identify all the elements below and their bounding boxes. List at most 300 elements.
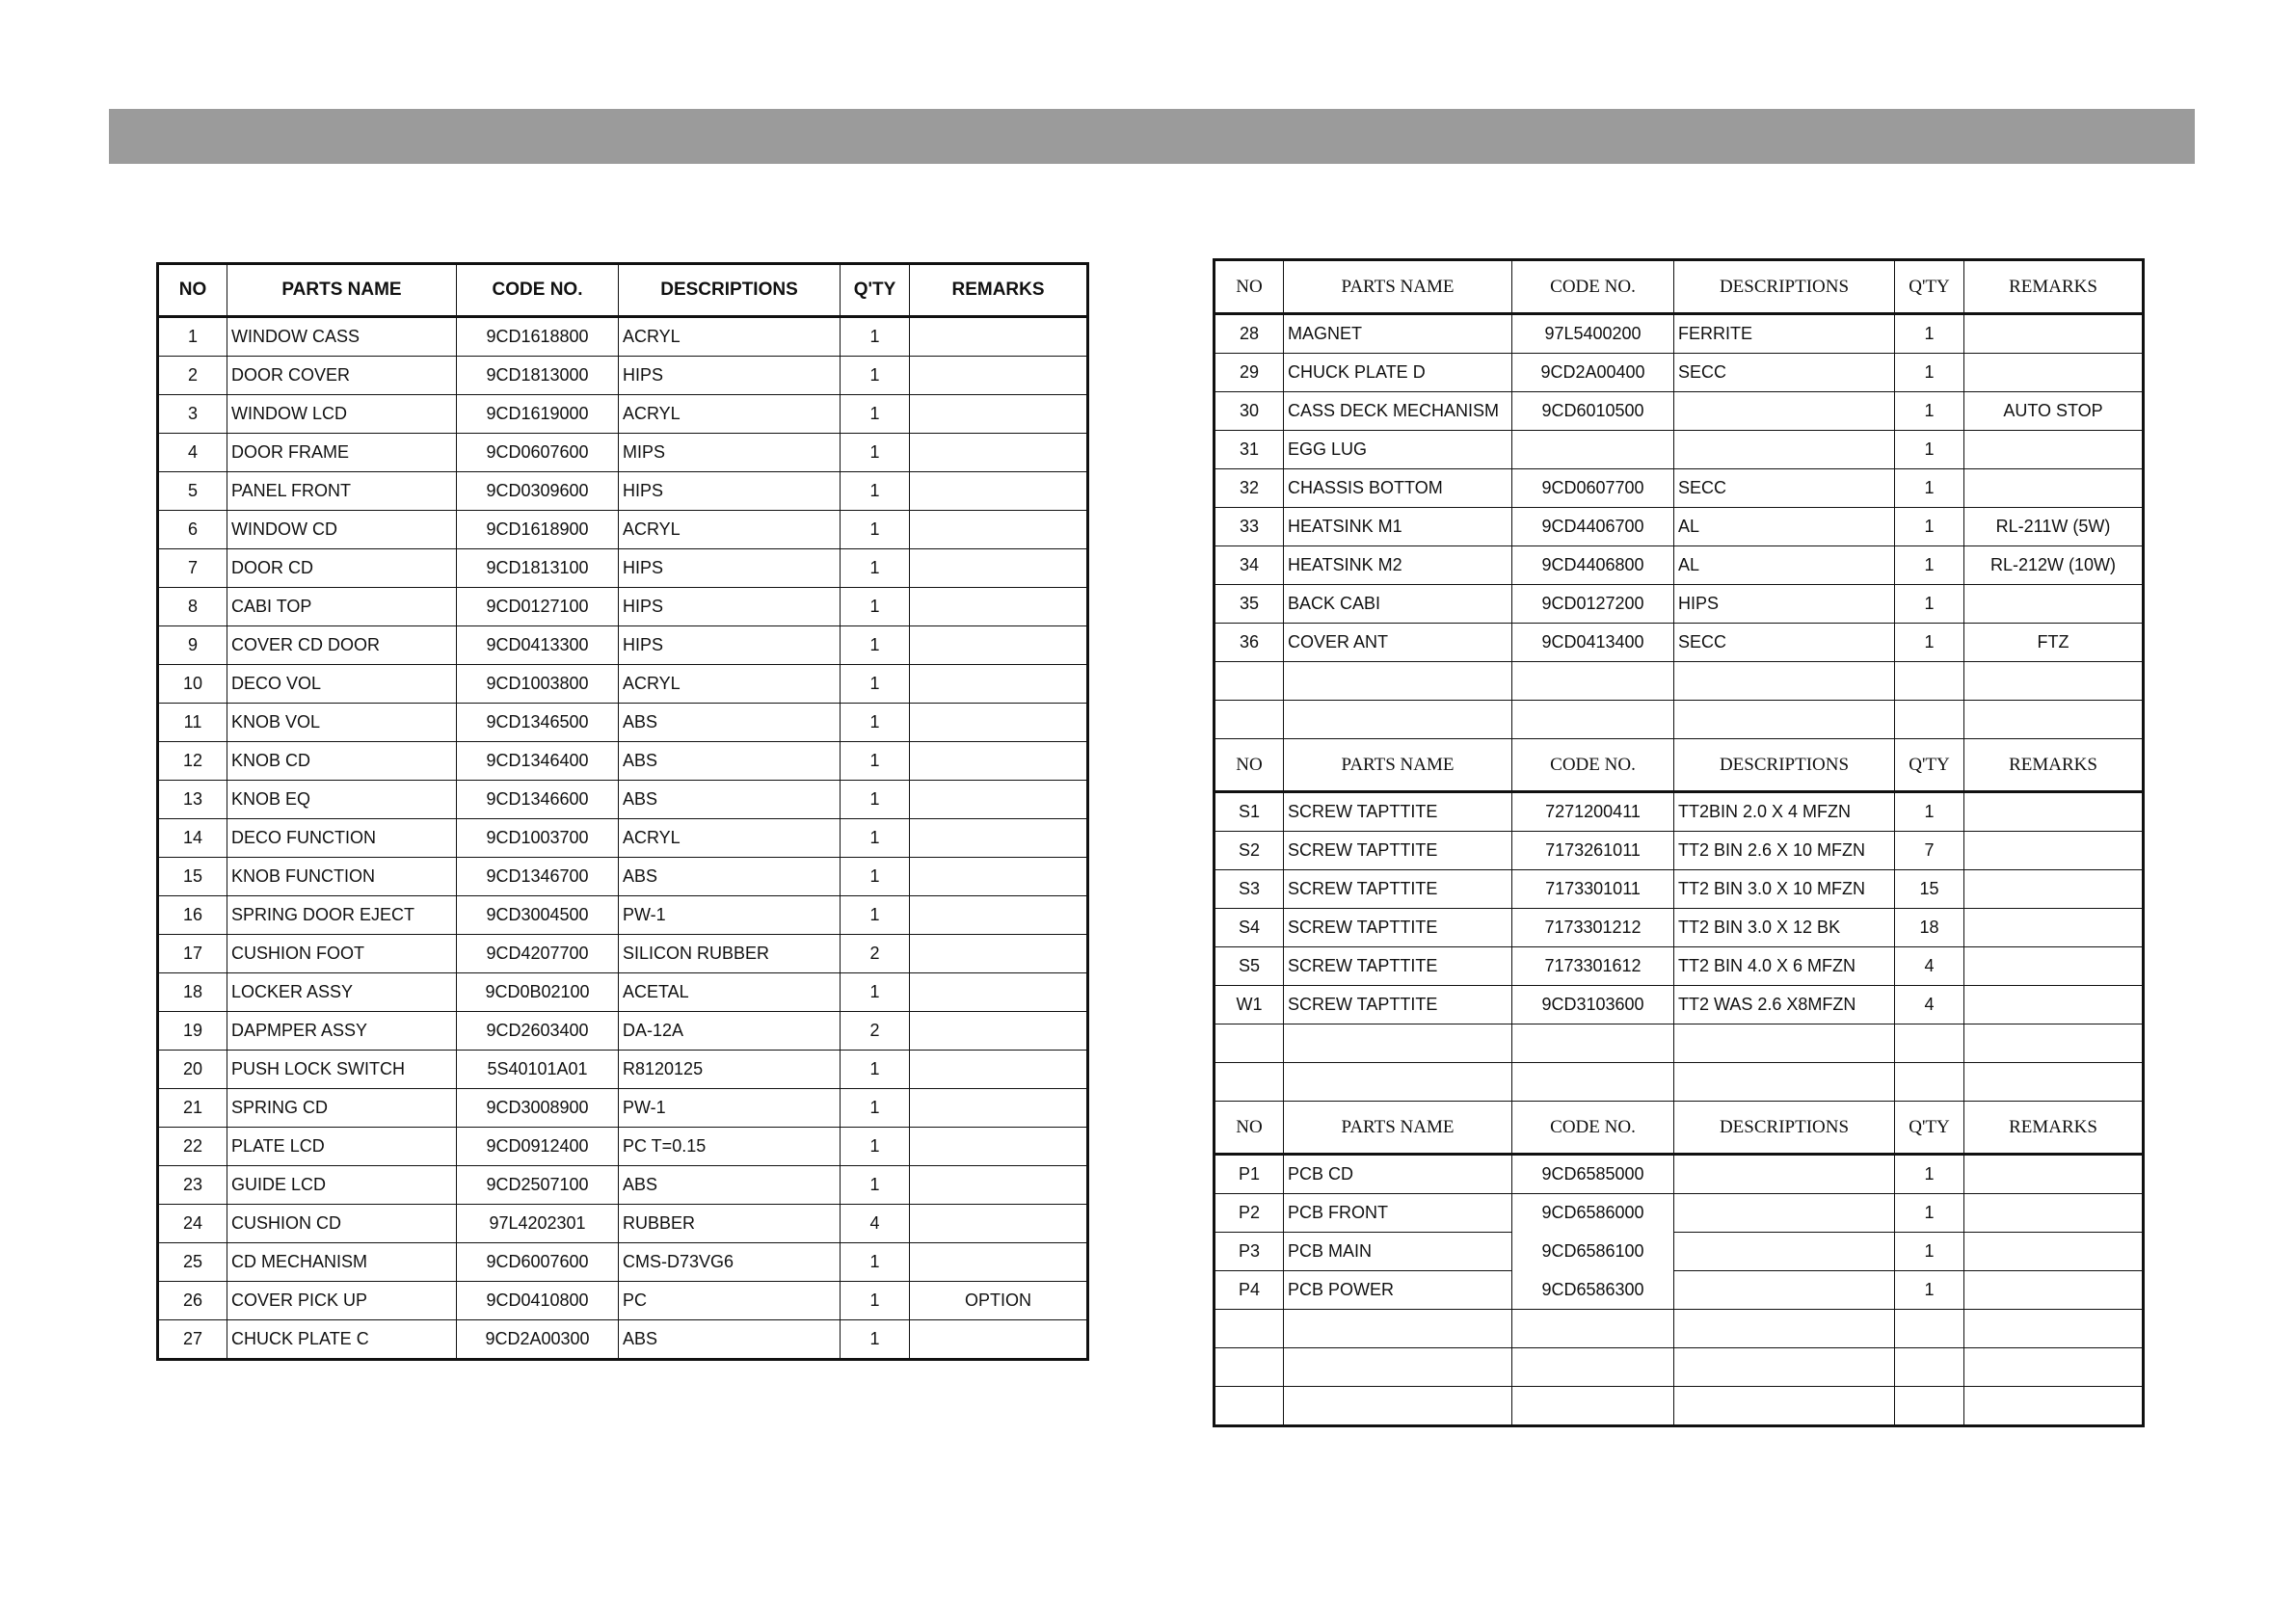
cell-qty: 1 [1895, 392, 1964, 431]
cell-no: 16 [158, 896, 227, 935]
table-row [158, 1012, 1088, 1051]
cell-remarks [910, 317, 1088, 357]
cell-parts-name: DECO VOL [227, 665, 457, 704]
cell-remarks [1964, 1271, 2144, 1310]
cell-remarks [910, 1243, 1088, 1282]
cell-qty: 1 [841, 317, 910, 357]
cell-code-no: 9CD2A00400 [1512, 354, 1674, 392]
cell-qty: 1 [841, 704, 910, 742]
empty-row [1215, 1387, 2144, 1426]
empty-cell [1895, 1024, 1964, 1063]
cell-remarks [1964, 354, 2144, 392]
cell-no: 4 [158, 434, 227, 472]
cell-remarks [910, 665, 1088, 704]
cell-descriptions: PC T=0.15 [619, 1128, 841, 1166]
table-row [158, 317, 1088, 357]
cell-descriptions: PW-1 [619, 896, 841, 935]
cell-qty: 1 [841, 1051, 910, 1089]
cell-remarks [910, 1128, 1088, 1166]
cell-qty: 1 [1895, 431, 1964, 469]
cell-descriptions: ACRYL [619, 819, 841, 858]
cell-no: 3 [158, 395, 227, 434]
section-header-row [1215, 1102, 2144, 1155]
cell-parts-name: KNOB CD [227, 742, 457, 781]
header-no: NO [1215, 1102, 1284, 1155]
cell-qty: 1 [841, 588, 910, 626]
cell-code-no: 9CD0410800 [457, 1282, 619, 1320]
cell-code-no: 7173261011 [1512, 832, 1674, 870]
cell-parts-name: WINDOW CASS [227, 317, 457, 357]
cell-parts-name: PUSH LOCK SWITCH [227, 1051, 457, 1089]
cell-remarks [1964, 792, 2144, 832]
cell-descriptions: HIPS [619, 472, 841, 511]
table-row [1215, 354, 2144, 392]
cell-parts-name: SCREW TAPTTITE [1284, 870, 1512, 909]
cell-descriptions: SECC [1674, 469, 1895, 508]
table-row [158, 1051, 1088, 1089]
table-row [158, 357, 1088, 395]
cell-no: 17 [158, 935, 227, 973]
cell-no: P4 [1215, 1271, 1284, 1310]
empty-cell [1964, 1348, 2144, 1387]
table-row [158, 1166, 1088, 1205]
cell-remarks [910, 511, 1088, 549]
empty-cell [1512, 1348, 1674, 1387]
parts-table-right [1213, 258, 2145, 1427]
cell-code-no: 9CD3004500 [457, 896, 619, 935]
cell-parts-name: PCB FRONT [1284, 1194, 1512, 1233]
cell-descriptions: ABS [619, 1320, 841, 1360]
cell-no: 26 [158, 1282, 227, 1320]
table-row [1215, 1271, 2144, 1310]
cell-code-no: 7173301612 [1512, 947, 1674, 986]
cell-qty: 1 [841, 626, 910, 665]
empty-cell [1284, 1348, 1512, 1387]
cell-qty: 1 [1895, 1155, 1964, 1194]
empty-cell [1964, 662, 2144, 701]
cell-code-no: 9CD1346400 [457, 742, 619, 781]
header-qty: Q'TY [1895, 260, 1964, 314]
cell-no: S5 [1215, 947, 1284, 986]
cell-qty: 1 [841, 1282, 910, 1320]
cell-code-no: 97L5400200 [1512, 314, 1674, 354]
cell-parts-name: HEATSINK M2 [1284, 546, 1512, 585]
cell-descriptions: MIPS [619, 434, 841, 472]
cell-descriptions: AL [1674, 508, 1895, 546]
table-header-row [158, 264, 1088, 317]
cell-code-no: 5S40101A01 [457, 1051, 619, 1089]
section-header-row [1215, 260, 2144, 314]
cell-remarks [1964, 585, 2144, 624]
header-code-no: CODE NO. [1512, 260, 1674, 314]
cell-no: 5 [158, 472, 227, 511]
cell-code-no: 9CD1003700 [457, 819, 619, 858]
cell-parts-name: KNOB EQ [227, 781, 457, 819]
cell-descriptions [1674, 431, 1895, 469]
cell-remarks: RL-212W (10W) [1964, 546, 2144, 585]
cell-no: 30 [1215, 392, 1284, 431]
cell-descriptions: TT2 BIN 2.6 X 10 MFZN [1674, 832, 1895, 870]
table-row [1215, 1194, 2144, 1233]
cell-no: 27 [158, 1320, 227, 1360]
header-descriptions: DESCRIPTIONS [1674, 739, 1895, 792]
cell-qty: 1 [1895, 314, 1964, 354]
cell-no: P2 [1215, 1194, 1284, 1233]
cell-code-no: 9CD0912400 [457, 1128, 619, 1166]
cell-code-no: 9CD3008900 [457, 1089, 619, 1128]
cell-descriptions: ABS [619, 858, 841, 896]
parts-table-left [156, 262, 1089, 1361]
cell-parts-name: SPRING DOOR EJECT [227, 896, 457, 935]
empty-cell [1215, 662, 1284, 701]
cell-code-no: 9CD1813000 [457, 357, 619, 395]
table-row [1215, 392, 2144, 431]
cell-parts-name: DOOR FRAME [227, 434, 457, 472]
header-qty: Q'TY [1895, 1102, 1964, 1155]
table-row [158, 626, 1088, 665]
cell-qty: 1 [1895, 546, 1964, 585]
header-remarks: REMARKS [1964, 739, 2144, 792]
cell-descriptions: ABS [619, 704, 841, 742]
cell-remarks [910, 858, 1088, 896]
cell-descriptions: HIPS [619, 357, 841, 395]
cell-parts-name: WINDOW LCD [227, 395, 457, 434]
table-row [158, 704, 1088, 742]
cell-qty: 18 [1895, 909, 1964, 947]
header-remarks: REMARKS [1964, 1102, 2144, 1155]
cell-descriptions: ACRYL [619, 317, 841, 357]
cell-qty: 1 [1895, 508, 1964, 546]
cell-code-no: 9CD1346700 [457, 858, 619, 896]
cell-no: S4 [1215, 909, 1284, 947]
cell-code-no: 9CD1346500 [457, 704, 619, 742]
cell-no: 18 [158, 973, 227, 1012]
cell-remarks [910, 395, 1088, 434]
cell-qty: 15 [1895, 870, 1964, 909]
cell-remarks [910, 973, 1088, 1012]
table-row [158, 896, 1088, 935]
cell-qty: 1 [1895, 792, 1964, 832]
table-row [1215, 909, 2144, 947]
table-row [158, 511, 1088, 549]
cell-remarks [910, 1320, 1088, 1360]
cell-no: 31 [1215, 431, 1284, 469]
cell-no: 13 [158, 781, 227, 819]
cell-remarks [1964, 986, 2144, 1024]
cell-code-no: 9CD1618800 [457, 317, 619, 357]
cell-code-no: 9CD6010500 [1512, 392, 1674, 431]
table-row [158, 973, 1088, 1012]
cell-no: 36 [1215, 624, 1284, 662]
table-row [1215, 870, 2144, 909]
header-descriptions: DESCRIPTIONS [1674, 1102, 1895, 1155]
cell-no: 23 [158, 1166, 227, 1205]
empty-cell [1284, 1024, 1512, 1063]
cell-no: W1 [1215, 986, 1284, 1024]
empty-cell [1964, 1387, 2144, 1426]
empty-row [1215, 1063, 2144, 1102]
cell-remarks [1964, 870, 2144, 909]
cell-parts-name: CUSHION CD [227, 1205, 457, 1243]
cell-parts-name: SCREW TAPTTITE [1284, 909, 1512, 947]
cell-parts-name: CHUCK PLATE D [1284, 354, 1512, 392]
cell-parts-name: PCB CD [1284, 1155, 1512, 1194]
table-row [158, 742, 1088, 781]
cell-no: 19 [158, 1012, 227, 1051]
cell-parts-name: SCREW TAPTTITE [1284, 986, 1512, 1024]
cell-qty: 1 [841, 742, 910, 781]
cell-descriptions: DA-12A [619, 1012, 841, 1051]
cell-qty: 1 [1895, 1233, 1964, 1271]
cell-no: 9 [158, 626, 227, 665]
empty-cell [1895, 1348, 1964, 1387]
cell-remarks [910, 896, 1088, 935]
cell-remarks [910, 1166, 1088, 1205]
cell-parts-name: DOOR CD [227, 549, 457, 588]
cell-remarks [910, 1012, 1088, 1051]
table-row [158, 1320, 1088, 1360]
table-row [1215, 431, 2144, 469]
table-row [158, 1128, 1088, 1166]
cell-parts-name: PANEL FRONT [227, 472, 457, 511]
cell-descriptions: R8120125 [619, 1051, 841, 1089]
cell-descriptions: AL [1674, 546, 1895, 585]
header-code-no: CODE NO. [1512, 739, 1674, 792]
table-row [1215, 1233, 2144, 1271]
cell-parts-name: BACK CABI [1284, 585, 1512, 624]
empty-cell [1895, 1063, 1964, 1102]
cell-qty: 1 [1895, 1194, 1964, 1233]
cell-parts-name: PCB POWER [1284, 1271, 1512, 1310]
cell-qty: 1 [841, 1166, 910, 1205]
cell-parts-name: WINDOW CD [227, 511, 457, 549]
cell-no: 32 [1215, 469, 1284, 508]
cell-code-no: 9CD0127100 [457, 588, 619, 626]
cell-qty: 1 [841, 973, 910, 1012]
cell-code-no: 9CD0413400 [1512, 624, 1674, 662]
cell-remarks [910, 1051, 1088, 1089]
cell-qty: 1 [841, 472, 910, 511]
empty-cell [1895, 662, 1964, 701]
cell-code-no: 9CD1003800 [457, 665, 619, 704]
header-qty: Q'TY [1895, 739, 1964, 792]
empty-cell [1512, 1063, 1674, 1102]
table-row [1215, 585, 2144, 624]
cell-descriptions: SECC [1674, 354, 1895, 392]
empty-cell [1215, 1310, 1284, 1348]
empty-cell [1284, 1387, 1512, 1426]
cell-no: 15 [158, 858, 227, 896]
empty-cell [1674, 1387, 1895, 1426]
cell-qty: 2 [841, 935, 910, 973]
table-row [1215, 508, 2144, 546]
table-row [158, 1282, 1088, 1320]
cell-code-no: 7271200411 [1512, 792, 1674, 832]
cell-remarks [910, 819, 1088, 858]
cell-no: P1 [1215, 1155, 1284, 1194]
cell-code-no: 9CD6007600 [457, 1243, 619, 1282]
cell-code-no: 9CD0413300 [457, 626, 619, 665]
table-row [158, 935, 1088, 973]
cell-code-no: 9CD2603400 [457, 1012, 619, 1051]
cell-code-no: 9CD2507100 [457, 1166, 619, 1205]
cell-no: 33 [1215, 508, 1284, 546]
cell-descriptions: SILICON RUBBER [619, 935, 841, 973]
table-row [1215, 1155, 2144, 1194]
cell-remarks [910, 781, 1088, 819]
table-row [158, 549, 1088, 588]
header-no: NO [1215, 739, 1284, 792]
table-row [158, 781, 1088, 819]
cell-no: 35 [1215, 585, 1284, 624]
cell-descriptions: ACRYL [619, 665, 841, 704]
cell-code-no: 9CD4406800 [1512, 546, 1674, 585]
cell-descriptions: RUBBER [619, 1205, 841, 1243]
cell-parts-name: KNOB FUNCTION [227, 858, 457, 896]
cell-code-no: 9CD1813100 [457, 549, 619, 588]
empty-cell [1215, 1348, 1284, 1387]
table-row [1215, 792, 2144, 832]
cell-qty: 1 [841, 434, 910, 472]
table-row [158, 588, 1088, 626]
cell-parts-name: DOOR COVER [227, 357, 457, 395]
table-row [158, 858, 1088, 896]
cell-qty: 1 [841, 1243, 910, 1282]
empty-cell [1512, 1387, 1674, 1426]
cell-descriptions: ACRYL [619, 395, 841, 434]
cell-code-no: 9CD0309600 [457, 472, 619, 511]
cell-qty: 1 [841, 357, 910, 395]
cell-no: 10 [158, 665, 227, 704]
cell-code-no: 7173301011 [1512, 870, 1674, 909]
cell-no: 25 [158, 1243, 227, 1282]
table-row [1215, 832, 2144, 870]
cell-qty: 1 [841, 858, 910, 896]
cell-remarks: OPTION [910, 1282, 1088, 1320]
cell-no: 22 [158, 1128, 227, 1166]
cell-no: S3 [1215, 870, 1284, 909]
cell-code-no: 9CD0607700 [1512, 469, 1674, 508]
cell-remarks [910, 704, 1088, 742]
cell-qty: 1 [841, 511, 910, 549]
cell-no: 29 [1215, 354, 1284, 392]
cell-descriptions: ACETAL [619, 973, 841, 1012]
cell-remarks [910, 549, 1088, 588]
cell-qty: 2 [841, 1012, 910, 1051]
cell-remarks [1964, 1155, 2144, 1194]
cell-parts-name: PCB MAIN [1284, 1233, 1512, 1271]
cell-parts-name: DECO FUNCTION [227, 819, 457, 858]
cell-code-no: 9CD6586300 [1512, 1271, 1674, 1310]
table-row [158, 395, 1088, 434]
cell-no: 8 [158, 588, 227, 626]
cell-remarks [910, 434, 1088, 472]
cell-qty: 1 [841, 665, 910, 704]
cell-code-no: 9CD6586100 [1512, 1233, 1674, 1271]
cell-parts-name: SCREW TAPTTITE [1284, 792, 1512, 832]
cell-descriptions: SECC [1674, 624, 1895, 662]
cell-descriptions: TT2 WAS 2.6 X8MFZN [1674, 986, 1895, 1024]
empty-cell [1674, 701, 1895, 739]
cell-descriptions: PC [619, 1282, 841, 1320]
cell-parts-name: CHASSIS BOTTOM [1284, 469, 1512, 508]
header-bar [109, 109, 2195, 164]
empty-cell [1674, 1348, 1895, 1387]
header-remarks: REMARKS [1964, 260, 2144, 314]
cell-no: 12 [158, 742, 227, 781]
cell-parts-name: CASS DECK MECHANISM [1284, 392, 1512, 431]
cell-parts-name: COVER ANT [1284, 624, 1512, 662]
cell-code-no: 9CD4406700 [1512, 508, 1674, 546]
empty-cell [1215, 1387, 1284, 1426]
cell-qty: 1 [1895, 354, 1964, 392]
cell-remarks [910, 935, 1088, 973]
header-descriptions: DESCRIPTIONS [1674, 260, 1895, 314]
cell-parts-name: SCREW TAPTTITE [1284, 832, 1512, 870]
cell-no: 20 [158, 1051, 227, 1089]
cell-qty: 4 [1895, 986, 1964, 1024]
cell-descriptions: TT2BIN 2.0 X 4 MFZN [1674, 792, 1895, 832]
cell-descriptions: PW-1 [619, 1089, 841, 1128]
table-row [158, 1205, 1088, 1243]
cell-remarks [1964, 947, 2144, 986]
cell-remarks [1964, 431, 2144, 469]
cell-descriptions [1674, 392, 1895, 431]
cell-code-no: 9CD0B02100 [457, 973, 619, 1012]
cell-remarks [910, 626, 1088, 665]
cell-remarks [1964, 1233, 2144, 1271]
empty-cell [1215, 1024, 1284, 1063]
cell-code-no: 9CD0607600 [457, 434, 619, 472]
cell-remarks [1964, 314, 2144, 354]
empty-cell [1215, 701, 1284, 739]
table-row [158, 665, 1088, 704]
cell-parts-name: SCREW TAPTTITE [1284, 947, 1512, 986]
cell-qty: 4 [1895, 947, 1964, 986]
header-parts-name: PARTS NAME [227, 264, 457, 317]
cell-code-no: 9CD1346600 [457, 781, 619, 819]
table-row [1215, 947, 2144, 986]
table-row [158, 819, 1088, 858]
header-code-no: CODE NO. [1512, 1102, 1674, 1155]
header-parts-name: PARTS NAME [1284, 739, 1512, 792]
cell-qty: 1 [1895, 469, 1964, 508]
cell-qty: 1 [841, 781, 910, 819]
cell-qty: 1 [1895, 624, 1964, 662]
cell-no: 6 [158, 511, 227, 549]
cell-code-no [1512, 431, 1674, 469]
empty-cell [1964, 1063, 2144, 1102]
empty-cell [1512, 1310, 1674, 1348]
empty-row [1215, 1348, 2144, 1387]
cell-no: P3 [1215, 1233, 1284, 1271]
cell-code-no: 9CD2A00300 [457, 1320, 619, 1360]
cell-no: 21 [158, 1089, 227, 1128]
cell-descriptions [1674, 1271, 1895, 1310]
cell-descriptions [1674, 1194, 1895, 1233]
cell-remarks [1964, 909, 2144, 947]
cell-no: 24 [158, 1205, 227, 1243]
cell-parts-name: KNOB VOL [227, 704, 457, 742]
header-no: NO [158, 264, 227, 317]
cell-remarks [910, 1205, 1088, 1243]
empty-cell [1674, 1063, 1895, 1102]
cell-no: 14 [158, 819, 227, 858]
empty-cell [1895, 1387, 1964, 1426]
cell-qty: 1 [1895, 1271, 1964, 1310]
cell-parts-name: GUIDE LCD [227, 1166, 457, 1205]
cell-descriptions [1674, 1155, 1895, 1194]
